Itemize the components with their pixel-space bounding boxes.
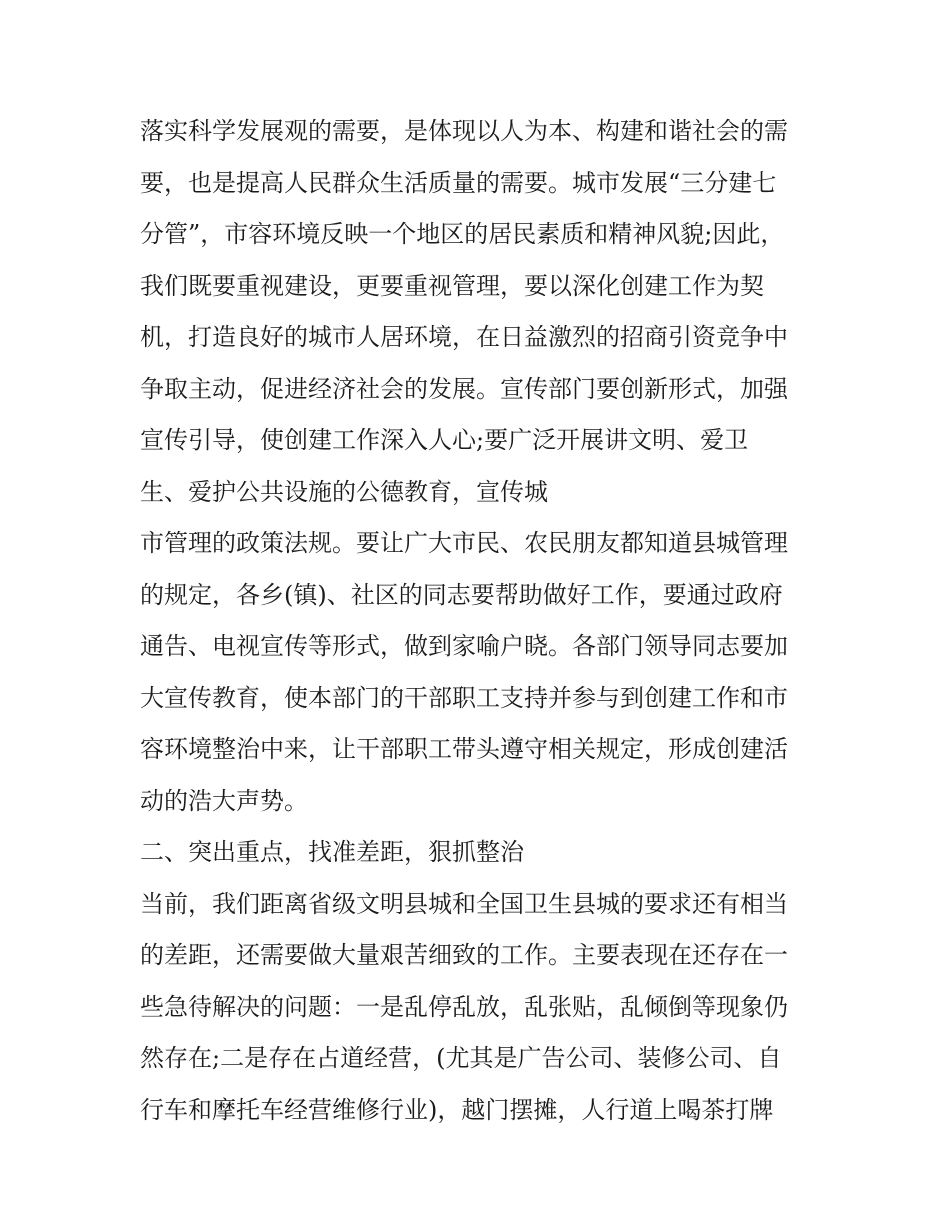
text-line: 争取主动，促进经济社会的发展。宣传部门要创新形式，加强 xyxy=(140,374,788,403)
text-line: 通告、电视宣传等形式，做到家喻户晓。各部门领导同志要加 xyxy=(140,632,788,660)
text-line: 行车和摩托车经营维修行业)，越门摆摊，人行道上喝茶打牌 xyxy=(140,1095,774,1124)
text-line: 宣传引导，使创建工作深入人心;要广泛开展讲文明、爱卫 xyxy=(140,426,749,454)
text-line: 生、爱护公共设施的公德教育，宣传城 xyxy=(140,477,548,506)
text-line: 然存在;二是存在占道经营，(尤其是广告公司、装修公司、自 xyxy=(140,1044,782,1072)
text-line: 当前，我们距离省级文明县城和全国卫生县城的要求还有相当 xyxy=(140,889,788,918)
text-line: 动的浩大声势。 xyxy=(140,786,308,815)
document-body xyxy=(140,106,830,1136)
text-line: 要，也是提高人民群众生活质量的需要。城市发展“三分建七 xyxy=(140,168,777,197)
text-line: 落实科学发展观的需要，是体现以人为本、构建和谐社会的需 xyxy=(140,117,788,145)
text-line: 机，打造良好的城市人居环境，在日益激烈的招商引资竞争中 xyxy=(140,323,788,351)
text-line: 分管”，市容环境反映一个地区的居民素质和精神风貌;因此， xyxy=(140,220,785,248)
text-line: 些急待解决的问题：一是乱停乱放，乱张贴，乱倾倒等现象仍 xyxy=(140,992,788,1021)
text-line: 容环境整治中来，让干部职工带头遵守相关规定，形成创建活 xyxy=(140,735,788,763)
section-heading: 二、突出重点，找准差距，狠抓整治 xyxy=(140,838,524,866)
text-line: 的规定，各乡(镇)、社区的同志要帮助做好工作，要通过政府 xyxy=(140,580,783,609)
text-line: 我们既要重视建设，更要重视管理，要以深化创建工作为契 xyxy=(140,271,764,300)
text-line: 大宣传教育，使本部门的干部职工支持并参与到创建工作和市 xyxy=(140,683,788,712)
text-line: 市管理的政策法规。要让广大市民、农民朋友都知道县城管理 xyxy=(140,529,788,557)
text-line: 的差距，还需要做大量艰苦细致的工作。主要表现在还存在一 xyxy=(140,941,788,969)
